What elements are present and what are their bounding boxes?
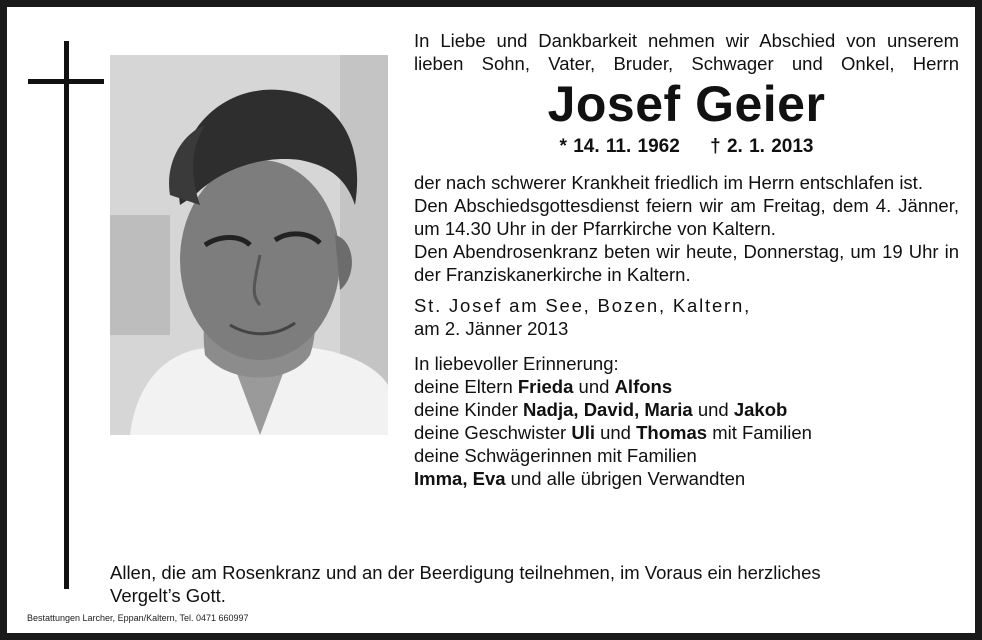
date-text: am 2. Jänner 2013 bbox=[414, 318, 569, 339]
memory-heading: In liebevoller Erinnerung: bbox=[414, 353, 619, 374]
thanks-text: Allen, die am Rosenkranz und an der Beerdigung teilnehmen, im Voraus ein herzliches Vergelt’s Gott. bbox=[110, 562, 821, 606]
birth-date: * 14. 11. 1962 bbox=[559, 136, 680, 157]
family-siblings: deine Geschwister Uli und Thomas mit Familien bbox=[414, 422, 812, 443]
cross-icon bbox=[64, 41, 69, 589]
family-inlaws: deine Schwägerinnen mit Familien bbox=[414, 445, 697, 466]
place-text: St. Josef am See, Bozen, Kaltern, bbox=[414, 295, 752, 316]
deceased-name: Josef Geier bbox=[547, 76, 826, 132]
death-date: † 2. 1. 2013 bbox=[710, 136, 814, 157]
rosary-text: Den Abendrosenkranz beten wir heute, Donnerstag, um 19 Uhr in der Franziskanerkirche in Kaltern. bbox=[414, 241, 959, 285]
intro-text: In Liebe und Dankbarkeit nehmen wir Abschied von unserem lieben Sohn, Vater, Bruder, Schwager und Onkel, Herrn bbox=[414, 30, 959, 74]
passing-text: der nach schwerer Krankheit friedlich im Herrn entschlafen ist. bbox=[414, 172, 923, 193]
family-others: Imma, Eva und alle übrigen Verwandten bbox=[414, 468, 746, 489]
funeral-home-credit: Bestattungen Larcher, Eppan/Kaltern, Tel. 0471 660997 bbox=[27, 613, 249, 623]
life-dates bbox=[414, 133, 959, 161]
cross-icon-bar bbox=[28, 79, 104, 84]
portrait-photo bbox=[110, 55, 388, 435]
service-text: Den Abschiedsgottesdienst feiern wir am Freitag, dem 4. Jänner, um 14.30 Uhr in der Pfarrkirche von Kaltern. bbox=[414, 195, 959, 239]
family-children: deine Kinder Nadja, David, Maria und Jakob bbox=[414, 399, 788, 420]
family-parents: deine Eltern Frieda und Alfons bbox=[414, 376, 673, 397]
notice-body bbox=[414, 29, 959, 490]
